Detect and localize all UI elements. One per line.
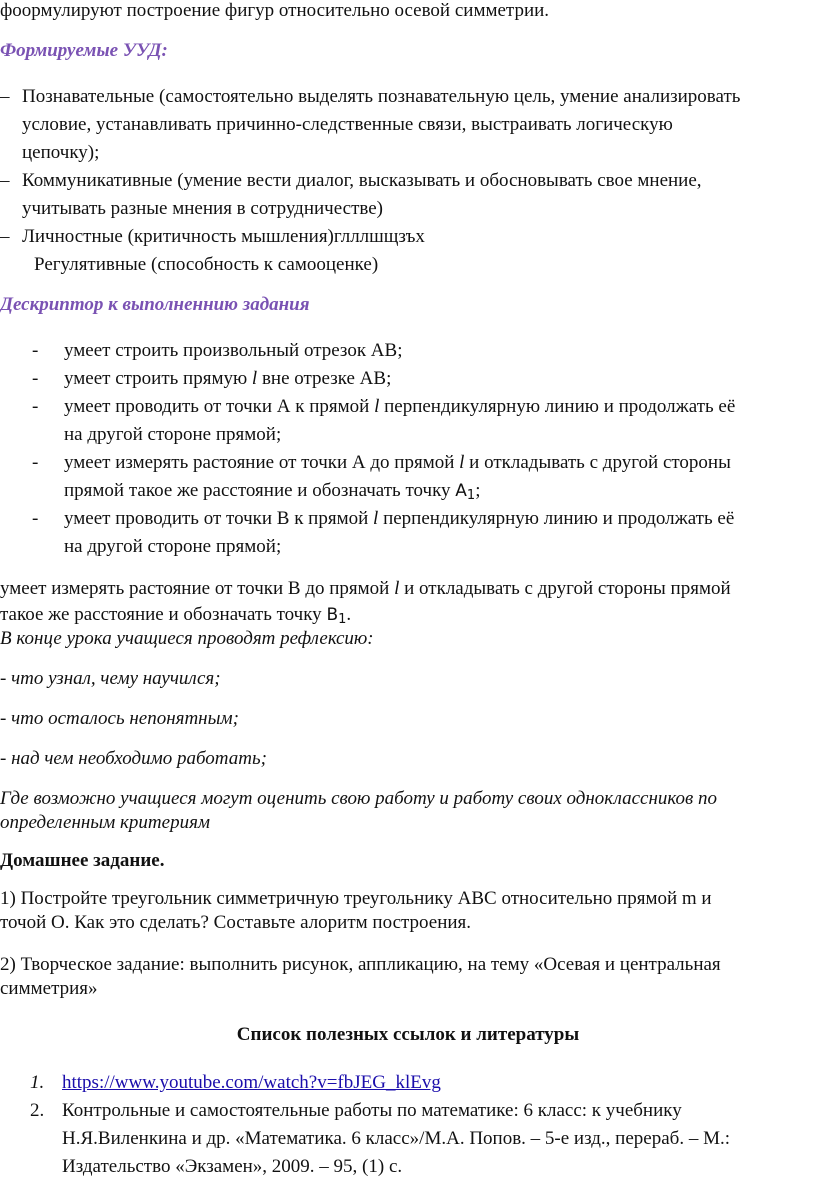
descriptor-item-4-cont: прямой такое же расстояние и обозначать точку $A_1$; [64,480,481,503]
reflection-item-1: - что узнал, чему научился; [0,668,221,689]
reference-num-1: 1. [30,1072,45,1093]
uud-item-2-line-2: учитывать разные мнения в сотрудничестве) [22,198,383,219]
reference-num-2: 2. [30,1100,45,1121]
homework-task-2-line-1: 2) Творческое задание: выполнить рисунок, аппликацию, на тему «Осевая и центральная [0,954,721,975]
intro-line: фоормулируют построение фигур относительно осевой симметрии. [0,0,550,21]
assessment-line-2: определенным критериям [0,812,211,833]
reflection-item-3: - над чем необходимо работать; [0,748,267,769]
reference-2-line-3: Издательство «Экзамен», 2009. – 95, (1) с. [62,1156,403,1177]
uud-extra: Регулятивные (способность к самооценке) [34,254,379,275]
reference-2-line-2: Н.Я.Виленкина и др. «Математика. 6 класс»/М.А. Попов. – 5-е изд., перераб. – М.: [62,1128,730,1149]
descriptor-dash-4: - [32,452,39,473]
uud-item-1-line-3: цепочку); [22,142,100,163]
descriptor-item-2: умеет строить прямую l вне отрезке АВ; [64,368,392,389]
descriptor-item-5: умеет проводить от точки В к прямой l перпендикулярную линию и продолжать её [64,508,735,529]
uud-dash-3: – [0,226,10,247]
descriptor-item-1: умеет строить произвольный отрезок АВ; [64,340,403,361]
uud-heading: Формируемые УУД: [0,40,168,61]
uud-item-1-line-1: Познавательные (самостоятельно выделять познавательную цель, умение анализировать [22,86,741,107]
measure-line-1: умеет измерять растояние от точки В до прямой l и откладывать с другой стороны прямой [0,578,731,599]
descriptor-dash-5: - [32,508,39,529]
uud-dash-2: – [0,170,10,191]
reference-link-1 [62,1070,441,1096]
descriptor-item-3-cont: на другой стороне прямой; [64,424,282,445]
descriptor-dash-2: - [32,368,39,389]
descriptor-item-4: умеет измерять растояние от точки А до прямой l и откладывать с другой стороны [64,452,731,473]
uud-item-3-line-1: Личностные (критичность мышления)глллшщзъх [22,226,425,247]
homework-heading: Домашнее задание. [0,850,165,871]
homework-task-1-line-2: точой О. Как это сделать? Составьте алоритм построения. [0,912,472,933]
uud-dash-1: – [0,86,10,107]
uud-item-2-line-1: Коммуникативные (умение вести диалог, высказывать и обосновывать свое мнение, [22,170,702,191]
descriptor-dash-1: - [32,340,39,361]
descriptor-item-3: умеет проводить от точки А к прямой l перпендикулярную линию и продолжать её [64,396,736,417]
assessment-line-1: Где возможно учащиеся могут оценить свою работу и работу своих одноклассников по [0,788,718,809]
reference-2-line-1: Контрольные и самостоятельные работы по математике: 6 класс: к учебнику [62,1100,682,1121]
reflection-item-2: - что осталось непонятным; [0,708,239,729]
homework-task-1-line-1: 1) Постройте треугольник симметричную треугольнику АВС относительно прямой m и [0,888,712,909]
descriptor-item-5-cont: на другой стороне прямой; [64,536,282,557]
references-heading: Список полезных ссылок и литературы [236,1024,580,1045]
youtube-link[interactable]: https://www.youtube.com/watch?v=fbJEG_klEvg [62,1072,441,1093]
descriptor-heading: Дескриптор к выполненнию задания [0,294,310,315]
homework-task-2-line-2: симметрия» [0,978,98,999]
measure-line-2: такое же расстояние и обозначать точку $B_1$. [0,604,352,627]
reflection-lead: В конце урока учащиеся проводят рефлексию: [0,628,374,649]
descriptor-dash-3: - [32,396,39,417]
uud-item-1-line-2: условие, устанавливать причинно-следственные связи, выстраивать логическую [22,114,673,135]
